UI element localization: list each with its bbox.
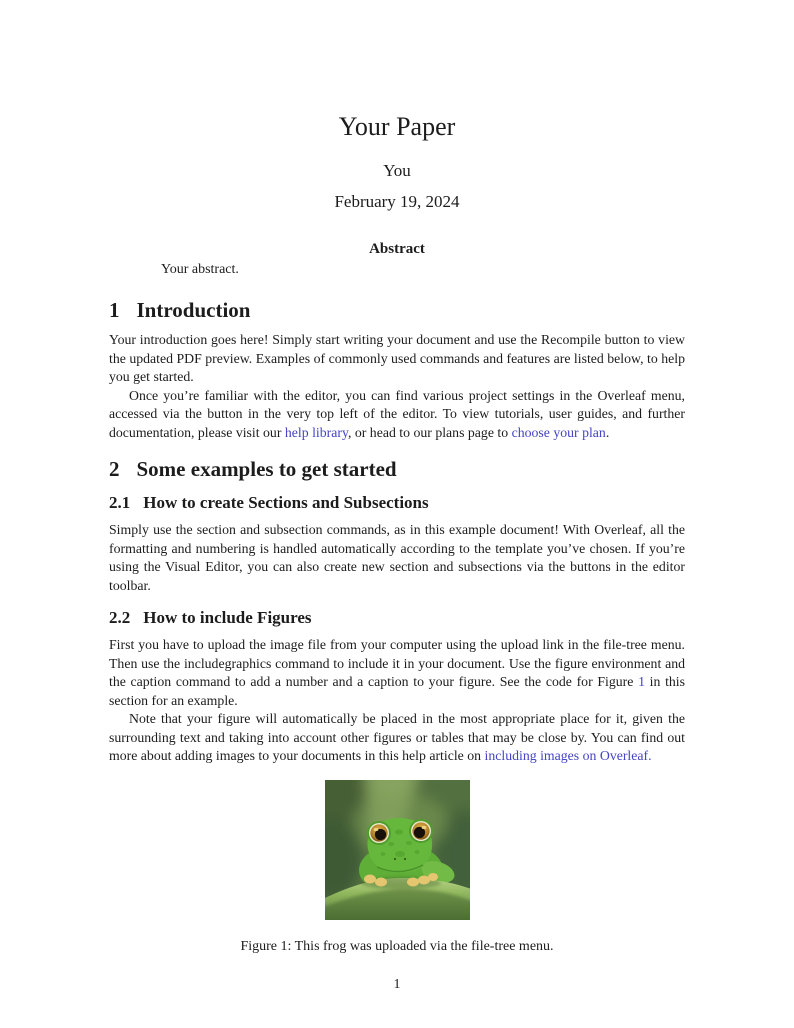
text-run: . xyxy=(605,424,610,440)
text-run: Once you’re familiar with the editor, you can find various project settings in the Overleaf menu, accessed via the button in the very top left of the editor. To view tutorials, user guides, and further documentation, please visit our xyxy=(109,387,685,440)
paper-date: February 19, 2024 xyxy=(334,192,460,211)
intro-paragraph-1 xyxy=(109,331,685,387)
section-2-2-title: How to include Figures xyxy=(143,608,312,627)
text-link[interactable]: including images on Overleaf. xyxy=(484,748,652,763)
abstract-block xyxy=(109,240,685,278)
text-run: Note that your figure will automatically be placed in the most appropriate place for it, given the surrounding text and taking into account other figures or tables that may be close by. You can find out more about adding images to your documents in this help article on xyxy=(109,711,685,763)
text-link[interactable]: 1 xyxy=(638,674,645,689)
section-2-1-body xyxy=(109,521,685,595)
text-link[interactable]: choose your plan xyxy=(511,424,606,440)
section-2-2-number: 2.2 xyxy=(109,608,131,627)
sections-paragraph xyxy=(109,521,685,595)
section-1-number: 1 xyxy=(109,298,120,322)
text-run: , or head to our plans page to xyxy=(347,424,512,440)
section-2-heading xyxy=(109,457,685,482)
paper-author: You xyxy=(383,161,411,180)
figures-paragraph-2 xyxy=(109,710,685,766)
section-1-body xyxy=(109,331,685,442)
intro-paragraph-2 xyxy=(109,387,685,443)
section-2-number: 2 xyxy=(109,457,120,481)
text-run: in this section for an example. xyxy=(109,674,685,708)
title-block xyxy=(109,0,685,212)
frog-photo xyxy=(325,780,470,920)
section-2-1-heading xyxy=(109,492,685,513)
abstract-heading: Abstract xyxy=(369,241,425,257)
section-2-2-body xyxy=(109,636,685,766)
figure-1 xyxy=(109,780,685,955)
abstract-text: Your abstract. xyxy=(161,262,239,277)
text-run: Your introduction goes here! Simply start writing your document and use the Recompile button to view the updated PDF preview. Examples of commonly used commands and features are listed below, to help you get started. xyxy=(109,332,685,384)
section-2-1-number: 2.1 xyxy=(109,493,131,512)
section-2-title: Some examples to get started xyxy=(136,457,397,481)
text-run: First you have to upload the image file from your computer using the upload link in the file-tree menu. Then use the includegraphics command to include it in your document. Use the figure environment and the caption command to add a number and a caption to your figure. See the code for Figure xyxy=(109,637,685,689)
figures-paragraph-1 xyxy=(109,636,685,710)
figure-1-caption: Figure 1: This frog was uploaded via the file-tree menu. xyxy=(240,938,554,954)
page-number: 1 xyxy=(393,977,401,992)
section-1-heading xyxy=(109,298,685,323)
paper-title: Your Paper xyxy=(338,112,456,141)
section-2-2-heading xyxy=(109,607,685,628)
section-2-1-title: How to create Sections and Subsections xyxy=(143,493,429,512)
section-1-title: Introduction xyxy=(136,298,251,322)
text-link[interactable]: help library xyxy=(284,424,348,440)
text-run: Simply use the section and subsection commands, as in this example document! With Overleaf, all the formatting and numbering is handled automatically according to the template you’ve chosen. If you’re using the Visual Editor, you can also create new section and subsections via the buttons in the editor toolbar. xyxy=(109,522,685,593)
text-column xyxy=(109,0,685,955)
